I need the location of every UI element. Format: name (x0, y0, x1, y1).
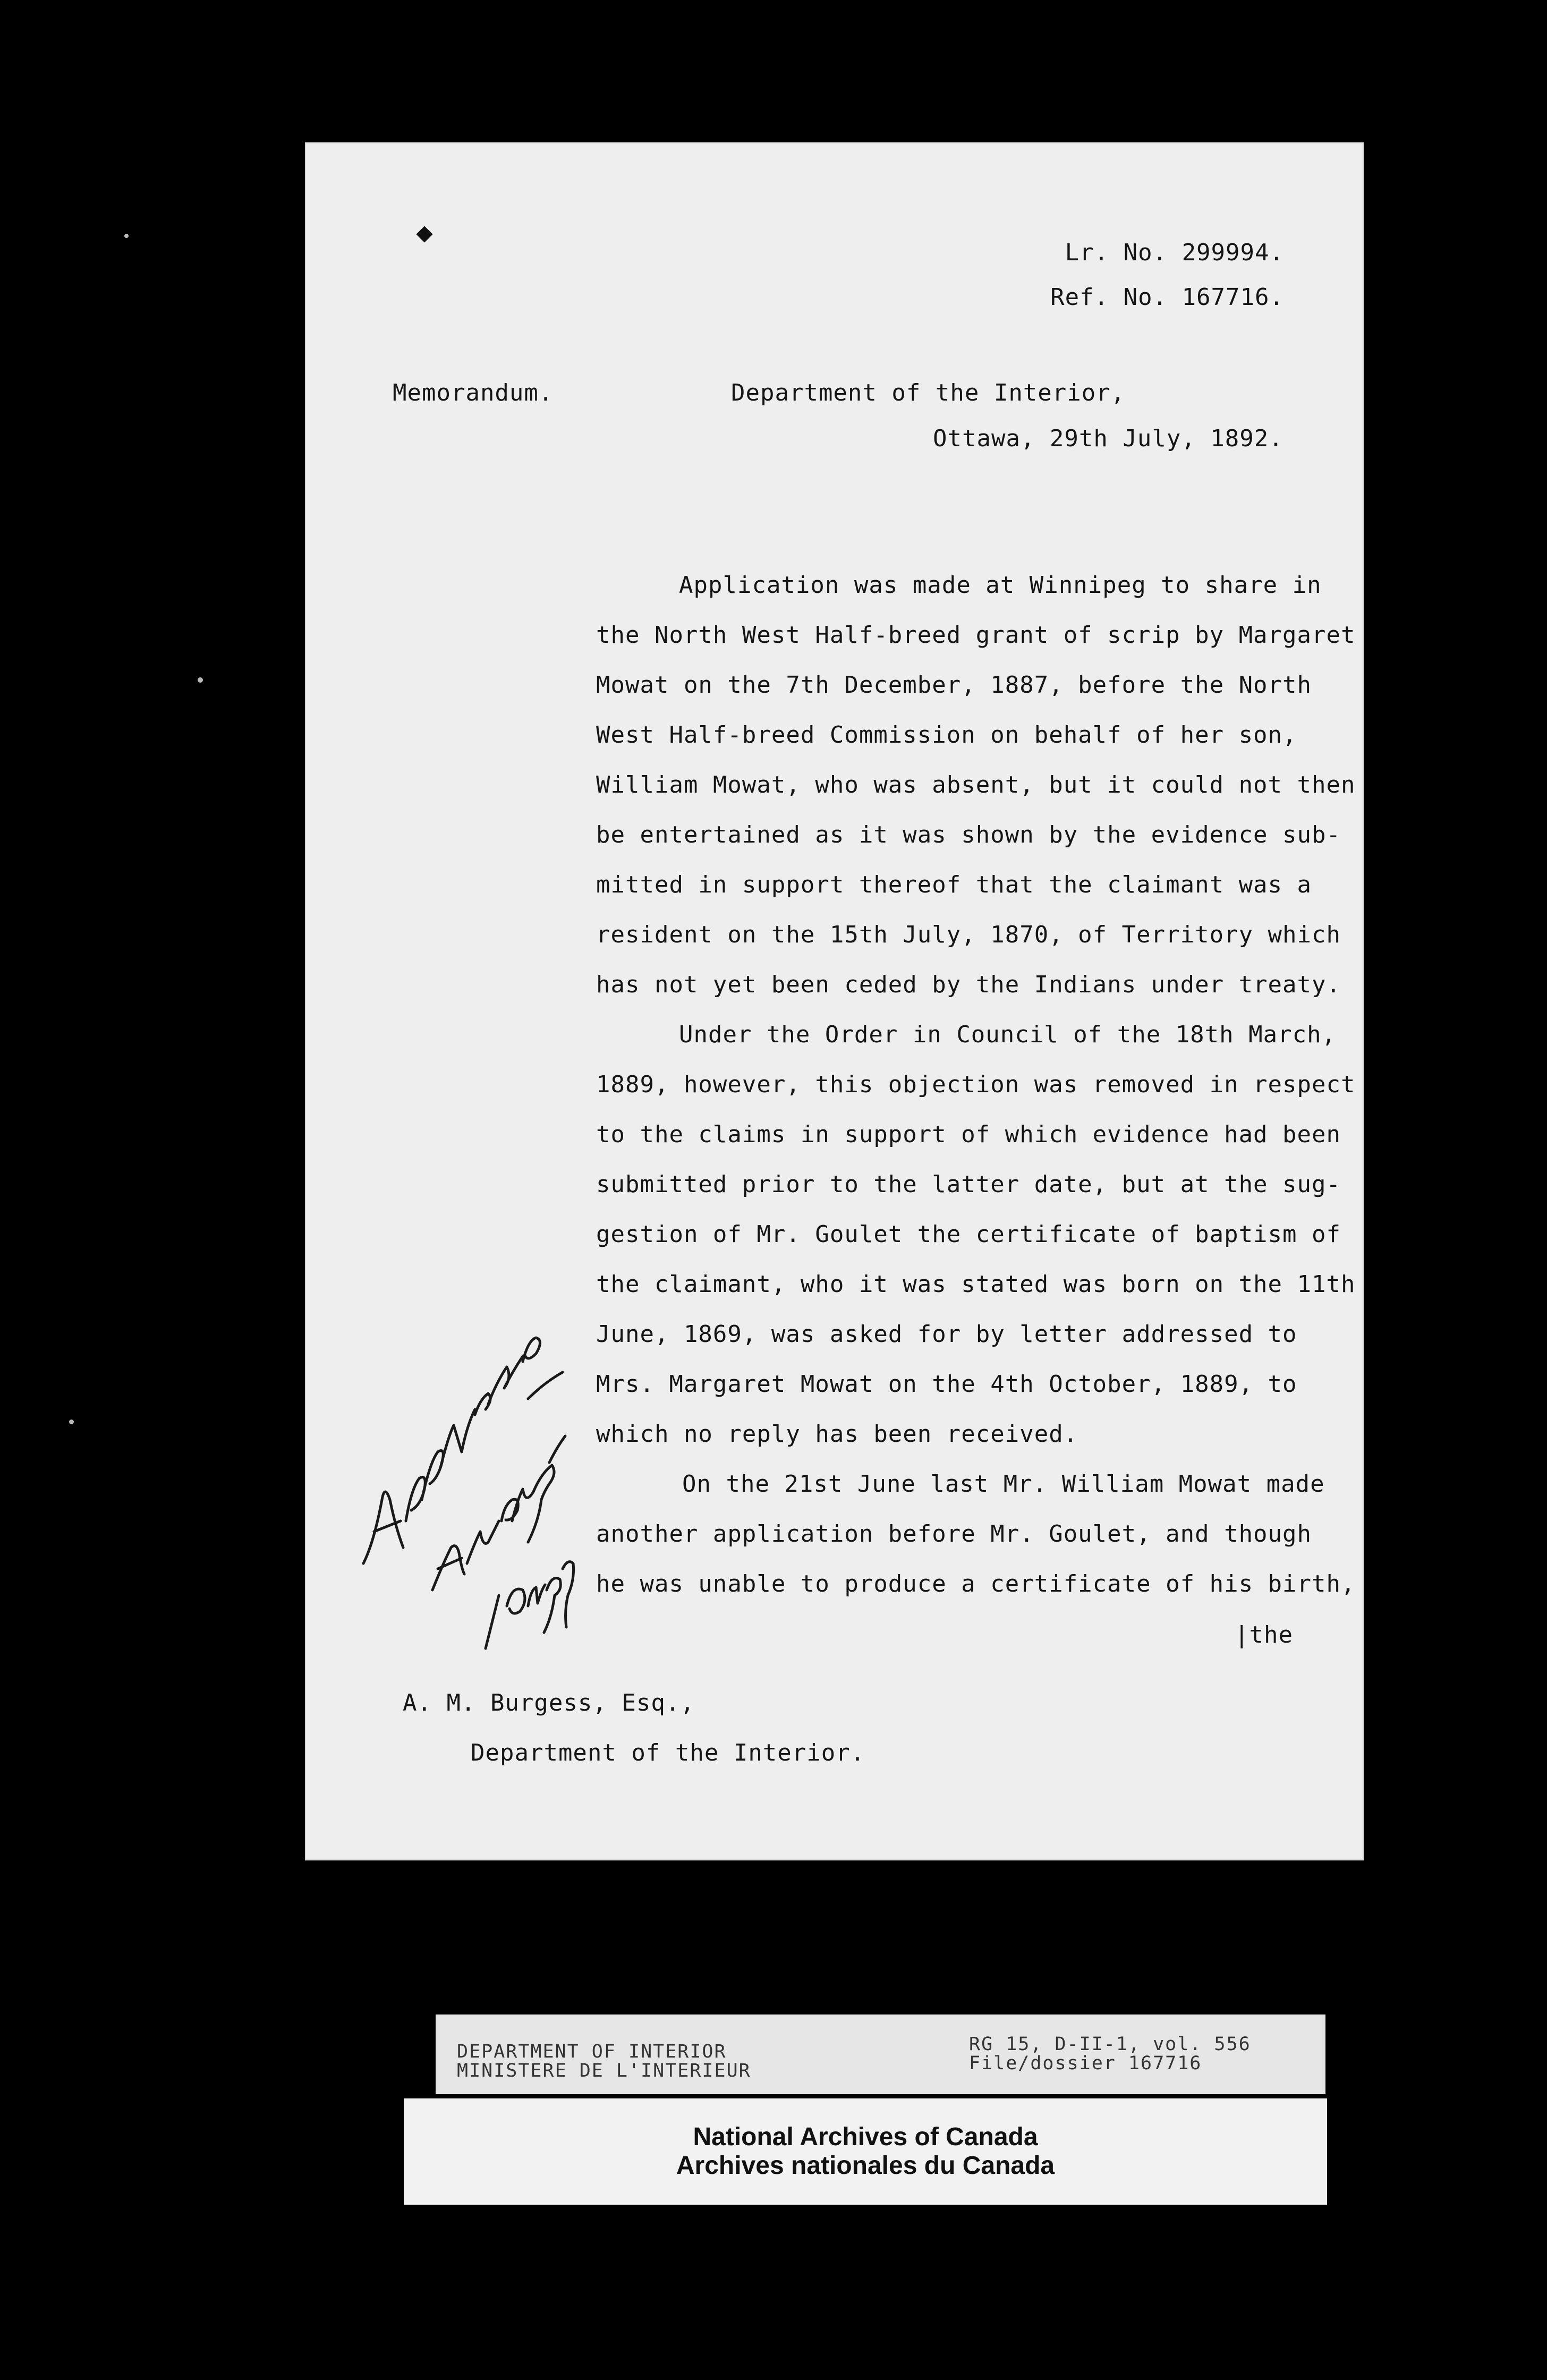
addressee-department: Department of the Interior. (471, 1739, 865, 1766)
body-line: has not yet been ceded by the Indians under treaty. (596, 971, 1341, 998)
archive-name-french: Archives nationales du Canada (676, 2152, 1055, 2180)
body-line: be entertained as it was shown by the evidence sub- (596, 821, 1341, 848)
addressee-name: A. M. Burgess, Esq., (403, 1689, 695, 1716)
letter-number: Lr. No. 299994. (1065, 239, 1284, 266)
memo-department: Department of the Interior, (731, 379, 1126, 406)
document-page (305, 142, 1364, 1860)
body-line: June, 1869, was asked for by letter addressed to (596, 1321, 1297, 1348)
body-line: Application was made at Winnipeg to share in (679, 572, 1322, 599)
memo-label: Memorandum. (393, 379, 554, 406)
archive-record-group: RG 15, D-II-1, vol. 556 (969, 2034, 1251, 2055)
body-line: which no reply has been received. (596, 1421, 1078, 1448)
body-line: submitted prior to the latter date, but at the sug- (596, 1171, 1341, 1198)
body-line: he was unable to produce a certificate of his birth, (596, 1570, 1356, 1597)
body-line: the North West Half-breed grant of scrip by Margaret (596, 622, 1356, 649)
body-line: 1889, however, this objection was removed in respect (596, 1071, 1356, 1098)
body-line: Mrs. Margaret Mowat on the 4th October, 1889, to (596, 1371, 1297, 1398)
archive-file-number: File/dossier 167716 (969, 2053, 1202, 2074)
archive-department-fr: MINISTERE DE L'INTERIEUR (457, 2060, 751, 2081)
body-line: another application before Mr. Goulet, and though (596, 1520, 1312, 1548)
archive-department-en: DEPARTMENT OF INTERIOR (457, 2041, 727, 2062)
body-line: On the 21st June last Mr. William Mowat made (682, 1470, 1325, 1498)
body-line: Under the Order in Council of the 18th March, (679, 1021, 1337, 1048)
film-speck (198, 677, 203, 683)
film-speck (69, 1420, 74, 1424)
film-speck (124, 234, 129, 238)
archive-name-english: National Archives of Canada (693, 2123, 1038, 2151)
body-line: to the claims in support of which evidence had been (596, 1121, 1341, 1148)
handwritten-approval-signature (353, 1223, 576, 1659)
reference-number: Ref. No. 167716. (1050, 284, 1284, 311)
diamond-mark (416, 226, 432, 242)
continuation-word: |the (1235, 1621, 1293, 1648)
body-line: resident on the 15th July, 1870, of Territory which (596, 921, 1341, 948)
archive-reference-label (436, 2014, 1325, 2094)
memo-place-date: Ottawa, 29th July, 1892. (933, 425, 1284, 452)
body-line: William Mowat, who was absent, but it could not then (596, 771, 1356, 798)
body-line: Mowat on the 7th December, 1887, before the North (596, 672, 1312, 699)
body-line: West Half-breed Commission on behalf of her son, (596, 721, 1297, 749)
archive-name-label (404, 2098, 1327, 2205)
body-line: gestion of Mr. Goulet the certificate of baptism of (596, 1221, 1341, 1248)
body-line: mitted in support thereof that the claimant was a (596, 871, 1312, 898)
body-line: the claimant, who it was stated was born on the 11th (596, 1271, 1356, 1298)
